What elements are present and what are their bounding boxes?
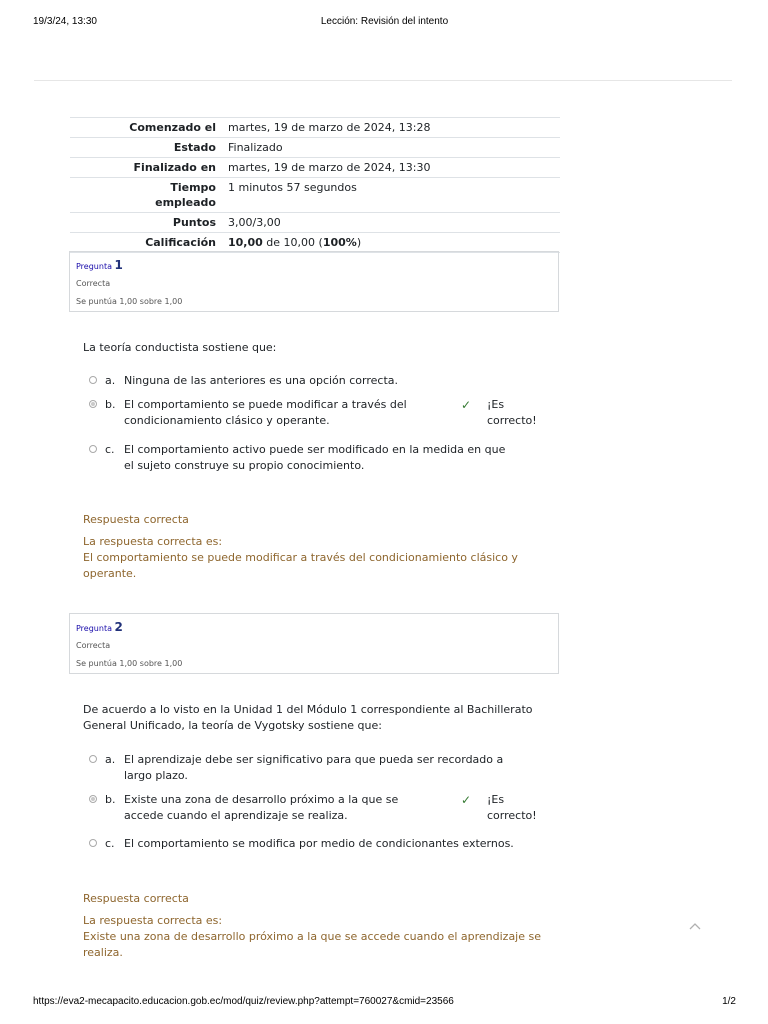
question-state: Correcta	[76, 279, 111, 288]
summary-grade-value	[222, 233, 560, 253]
grade-percent: 100%	[322, 236, 357, 249]
question-text-1: La teoría conductista sostiene que:	[83, 341, 277, 354]
outcome-2	[83, 891, 543, 961]
right-answer: El comportamiento se puede modificar a través del condicionamiento clásico y operante.	[83, 551, 518, 580]
outcome-title: Respuesta correcta	[83, 513, 189, 526]
question-text-2: De acuerdo a lo visto en la Unidad 1 del Módulo 1 correspondiente al Bachillerato General Unificado, la teoría de Vygotsky sostiene que:	[83, 703, 533, 732]
option-letter: b.	[105, 398, 116, 411]
radio-button[interactable]	[89, 376, 97, 384]
summary-row	[70, 138, 560, 158]
grade-mid: de 10,00 (	[262, 236, 323, 249]
right-answer-label: La respuesta correcta es:	[83, 535, 223, 548]
radio-button[interactable]	[89, 755, 97, 763]
option-text: El comportamiento se modifica por medio de condicionantes externos.	[124, 837, 514, 850]
radio-button[interactable]	[89, 839, 97, 847]
option-letter: b.	[105, 793, 116, 806]
summary-row	[70, 213, 560, 233]
option-letter: a.	[105, 753, 116, 766]
question-grade: Se puntúa 1,00 sobre 1,00	[76, 297, 183, 306]
question-number: 1	[114, 258, 123, 272]
radio-button-selected[interactable]	[89, 795, 97, 803]
page-url: https://eva2-mecapacito.educacion.gob.ec/mod/quiz/review.php?attempt=760027&cmid=23566	[33, 996, 454, 1007]
question-number-line	[76, 620, 552, 636]
summary-row	[70, 233, 560, 253]
summary-value: martes, 19 de marzo de 2024, 13:30	[222, 158, 560, 178]
radio-button[interactable]	[89, 445, 97, 453]
outcome-title: Respuesta correcta	[83, 892, 189, 905]
grade-end: )	[356, 236, 362, 249]
option-feedback: ¡Es correcto!	[487, 398, 537, 427]
summary-label: Estado	[70, 138, 222, 158]
chevron-up-icon[interactable]	[688, 916, 702, 926]
option-text: El comportamiento se puede modificar a través del condicionamiento clásico y operante.	[124, 398, 407, 427]
option-letter: a.	[105, 374, 116, 387]
question-info-2	[69, 613, 559, 674]
question-number: 2	[114, 620, 123, 634]
summary-label: Finalizado en	[70, 158, 222, 178]
page-number: 1/2	[722, 996, 736, 1007]
question-info-1	[69, 251, 559, 312]
attempt-summary-table	[70, 117, 560, 253]
right-answer-label: La respuesta correcta es:	[83, 914, 223, 927]
question-label: Pregunta	[76, 262, 112, 271]
summary-label: Puntos	[70, 213, 222, 233]
summary-row	[70, 178, 560, 213]
question-grade: Se puntúa 1,00 sobre 1,00	[76, 659, 183, 668]
option-text: Existe una zona de desarrollo próximo a la que se accede cuando el aprendizaje se realiza.	[124, 793, 399, 822]
print-datetime: 19/3/24, 13:30	[33, 16, 97, 27]
question-label: Pregunta	[76, 624, 112, 633]
summary-row	[70, 118, 560, 138]
outcome-1	[83, 512, 543, 582]
summary-value: Finalizado	[222, 138, 560, 158]
summary-value: 1 minutos 57 segundos	[222, 178, 560, 213]
option-text: El comportamiento activo puede ser modificado en la medida en que el sujeto construye su propio conocimiento.	[124, 443, 506, 472]
summary-value: martes, 19 de marzo de 2024, 13:28	[222, 118, 560, 138]
summary-value: 3,00/3,00	[222, 213, 560, 233]
summary-label: Tiempo empleado	[70, 178, 222, 213]
option-text: El aprendizaje debe ser significativo para que pueda ser recordado a largo plazo.	[124, 753, 504, 782]
option-letter: c.	[105, 443, 115, 456]
option-feedback: ¡Es correcto!	[487, 793, 537, 822]
grade-bold: 10,00	[228, 236, 263, 249]
right-answer: Existe una zona de desarrollo próximo a la que se accede cuando el aprendizaje se realiza.	[83, 930, 541, 959]
summary-label: Comenzado el	[70, 118, 222, 138]
summary-row	[70, 158, 560, 178]
check-icon: ✓	[461, 398, 472, 412]
check-icon: ✓	[461, 793, 472, 807]
divider	[34, 80, 732, 81]
radio-button-selected[interactable]	[89, 400, 97, 408]
print-title: Lección: Revisión del intento	[320, 16, 449, 27]
option-text: Ninguna de las anteriores es una opción correcta.	[124, 374, 399, 387]
option-letter: c.	[105, 837, 115, 850]
summary-label: Calificación	[70, 233, 222, 253]
question-state: Correcta	[76, 641, 111, 650]
question-number-line	[76, 258, 552, 274]
